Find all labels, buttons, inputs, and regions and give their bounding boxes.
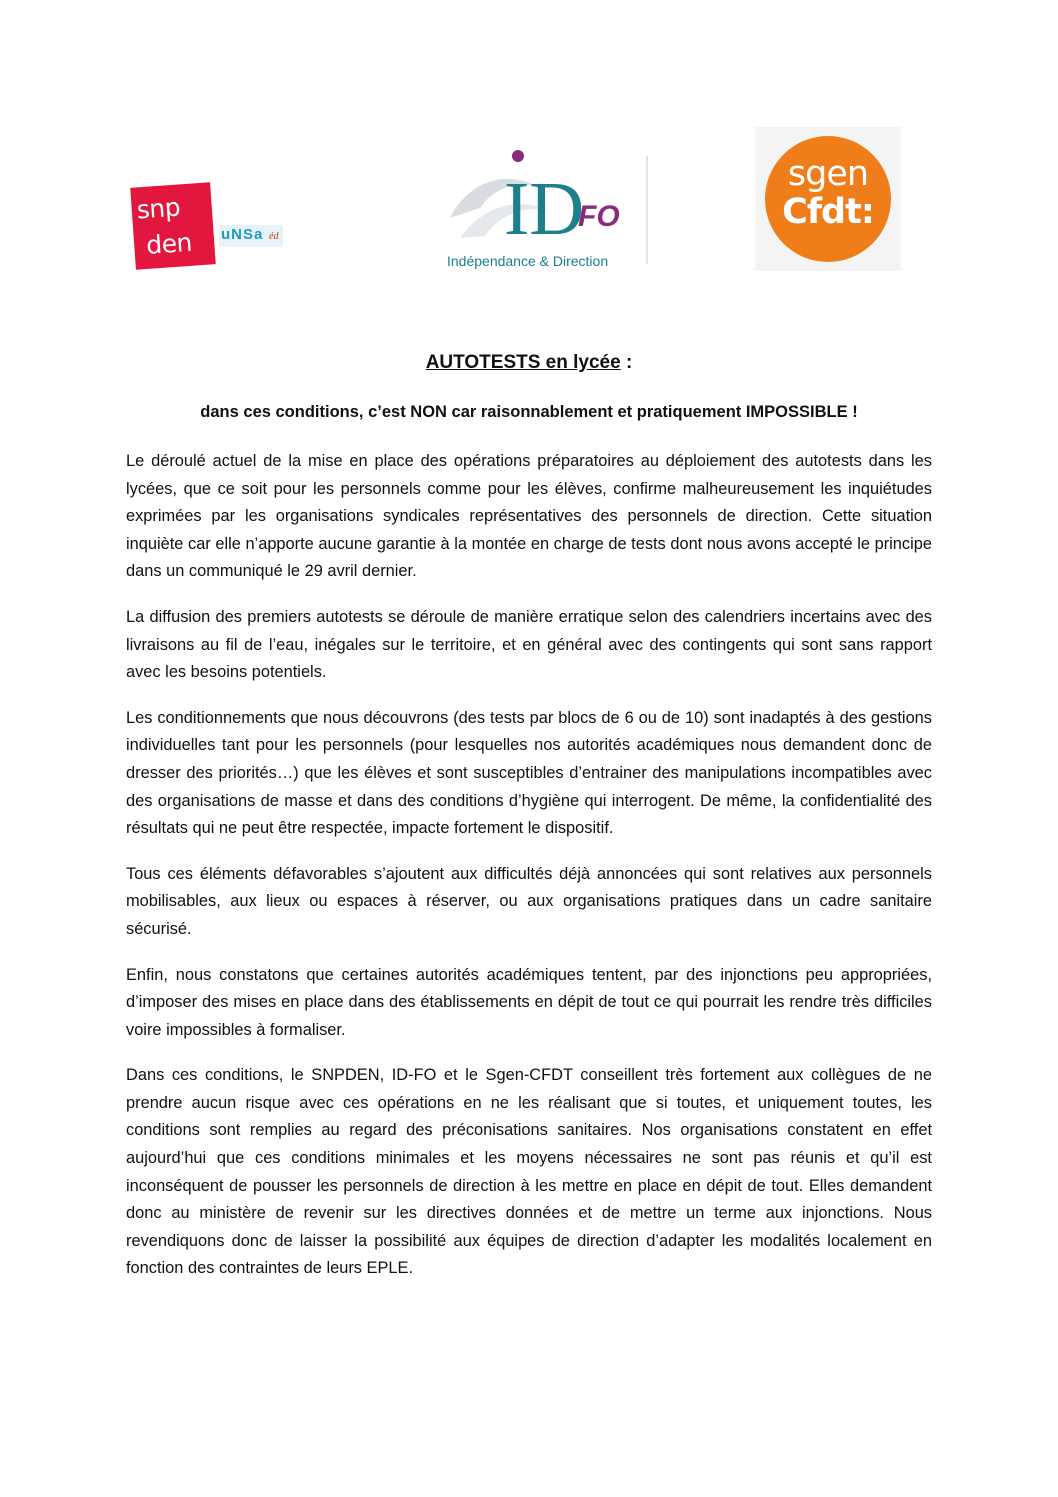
idfo-logo (440, 148, 650, 274)
document-body (126, 448, 932, 1301)
sgen-logo-line1: sgen (787, 154, 869, 194)
unsa-logo-sub: éd (269, 231, 279, 242)
paragraph: Dans ces conditions, le SNPDEN, ID-FO et le Sgen-CFDT conseillent très fortement aux collègues de ne prendre aucun risque avec ces opérations en ne les réalisant que si toutes, et uniquement toutes, les conditions sont remplies au regard des préconisations sanitaires. Nos organisations constatent en effet aujourd’hui que ces conditions minimales et les moyens nécessaires ne sont pas réunis et qu’il est inconséquent de pousser les personnels de direction à les mettre en place en dépit de tout. Elles demandent donc au ministère de revenir sur les directives données et de mettre un terme aux injonctions. Nous revendiquons donc de laisser la possibilité aux équipes de direction d’adapter les modalités localement en fonction des contraintes de leurs EPLE. (126, 1066, 932, 1278)
document-title-suffix: : (620, 352, 633, 373)
unsa-logo (219, 225, 283, 247)
idfo-logo-divider (646, 156, 648, 264)
idfo-logo-fo: FO (578, 200, 620, 233)
paragraph: Tous ces éléments défavorables s’ajoutent aux difficultés déjà annoncées qui sont relatives aux personnels mobilisables, aux lieux ou espaces à réserver, ou aux organisations pratiques dans un cadre sanitaire sécurisé. (126, 864, 932, 938)
snpden-logo-line1: snp (135, 192, 181, 225)
snpden-logo (133, 183, 283, 269)
document-title-main: AUTOTESTS en lycée (425, 352, 621, 373)
unsa-logo-text: uNSa (221, 226, 264, 243)
document-subtitle: dans ces conditions, c’est NON car raisonnablement et pratiquement IMPOSSIBLE ! (200, 403, 858, 421)
sgen-cfdt-logo-circle (765, 136, 891, 262)
snpden-logo-box (130, 182, 216, 269)
snpden-logo-line2: den (145, 227, 193, 260)
paragraph: Les conditionnements que nous découvrons (des tests par blocs de 6 ou de 10) sont inadaptés à des gestions individuelles tant pour les personnels (pour lesquelles nos autorités académiques nous demandent donc de dresser des priorités…) que les élèves et sont susceptibles d’entrainer des manipulations incompatibles avec des organisations de masse et dans des conditions d’hygiène qui interrogent. De même, la confidentialité des résultats qui ne peut être respectée, impacte fortement le dispositif. (126, 708, 932, 838)
paragraph: Le déroulé actuel de la mise en place des opérations préparatoires au déploiement des autotests dans les lycées, que ce soit pour les personnels comme pour les élèves, confirme malheureusement les inquiétudes exprimées par les organisations syndicales représentatives des personnels de direction. Cette situation inquiète car elle n’apporte aucune garantie à la montée en charge de tests dont nous avons accepté le principe dans un communiqué le 29 avril dernier. (126, 452, 932, 581)
paragraph: Enfin, nous constatons que certaines autorités académiques tentent, par des injonctions peu appropriées, d’imposer des mises en place dans des établissements en dépit de tout ce qui pourrait les rendre très difficiles voire impossibles à formaliser. (126, 965, 932, 1039)
idfo-logo-caption: Indépendance & Direction (447, 253, 609, 269)
sgen-cfdt-logo (755, 127, 901, 271)
document-title (0, 352, 1058, 374)
idfo-logo-id: ID (504, 167, 585, 251)
paragraph: La diffusion des premiers autotests se déroule de manière erratique selon des calendriers incertains avec des livraisons au fil de l’eau, inégales sur le territoire, et en général avec des contingents qui sont sans rapport avec les besoins potentiels. (126, 607, 932, 682)
sgen-logo-line2: Cfdt: (782, 192, 874, 232)
idfo-logo-mark (440, 148, 646, 258)
